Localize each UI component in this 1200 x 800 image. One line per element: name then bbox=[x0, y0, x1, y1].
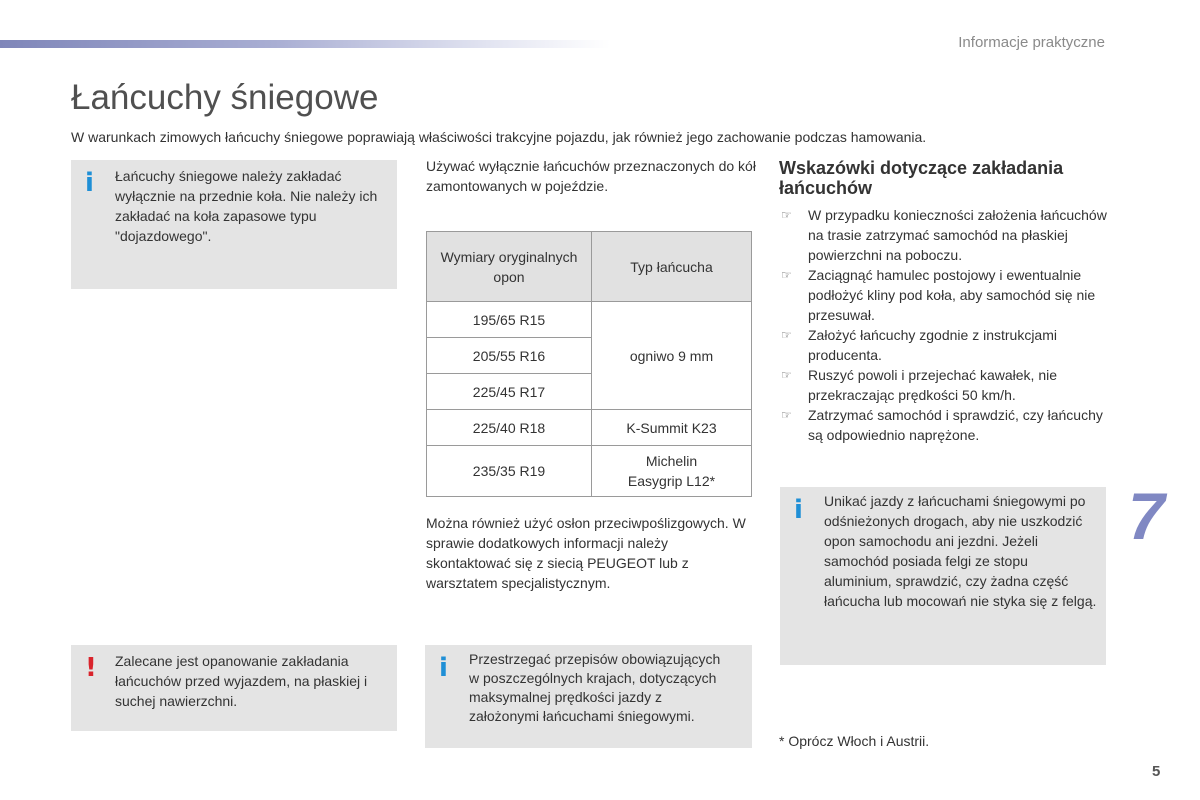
section-label: Informacje praktyczne bbox=[958, 34, 1105, 51]
page-number: 5 bbox=[1152, 763, 1161, 780]
chain-size-table bbox=[426, 231, 752, 497]
header-gradient-bar bbox=[0, 40, 610, 48]
usage-text: Używać wyłącznie łańcuchów przeznaczonych do kół zamontowanych w pojeździe. bbox=[426, 158, 756, 194]
tire-size-cell: 225/45 R17 bbox=[427, 374, 592, 410]
tip-text: Zatrzymać samochód i sprawdzić, czy łańcuchy są odpowiednio naprężone. bbox=[808, 407, 1103, 443]
tips-list bbox=[779, 205, 1109, 445]
intro-text: W warunkach zimowych łańcuchy śniegowe poprawiają właściwości trakcyjne pojazdu, jak również jego zachowanie podczas hamowania. bbox=[71, 129, 927, 145]
note-front-wheels-text: Łańcuchy śniegowe należy zakładać wyłącznie na przednie koła. Nie należy ich zakładać na koła zapasowe typu "dojazdowego". bbox=[115, 168, 378, 244]
pointing-hand-icon: ☞ bbox=[781, 328, 792, 342]
tire-size-cell: 195/65 R15 bbox=[427, 302, 592, 338]
tip-text: Ruszyć powoli i przejechać kawałek, nie przekraczając prędkości 50 km/h. bbox=[808, 367, 1057, 403]
info-icon: i bbox=[85, 168, 94, 198]
page-title: Łańcuchy śniegowe bbox=[71, 78, 379, 117]
note-bad-roads bbox=[780, 487, 1106, 665]
tip-text: W przypadku konieczności założenia łańcuchów na trasie zatrzymać samochód na płaskiej powierzchni na poboczu. bbox=[808, 207, 1107, 263]
info-icon: i bbox=[794, 495, 803, 525]
footnote: * Oprócz Włoch i Austrii. bbox=[779, 733, 930, 749]
table-row bbox=[427, 302, 752, 338]
pointing-hand-icon: ☞ bbox=[781, 368, 792, 382]
table-header-row bbox=[427, 232, 752, 302]
list-item bbox=[779, 265, 1109, 325]
tire-size-cell: 225/40 R18 bbox=[427, 410, 592, 446]
chapter-number: 7 bbox=[1128, 479, 1165, 553]
tip-text: Zaciągnąć hamulec postojowy i ewentualnie podłożyć kliny pod koła, aby samochód się nie przesuwał. bbox=[808, 267, 1096, 323]
covers-text: Można również użyć osłon przeciwpoślizgowych. W sprawie dodatkowych informacji należy skontaktować się z siecią PEUGEOT lub z warsztatem specjalistycznym. bbox=[426, 515, 746, 591]
list-item bbox=[779, 365, 1109, 405]
pointing-hand-icon: ☞ bbox=[781, 208, 792, 222]
chain-type-cell: K-Summit K23 bbox=[592, 410, 752, 446]
note-practice-text: Zalecane jest opanowanie zakładania łańcuchów przed wyjazdem, na płaskiej i suchej nawierzchni. bbox=[115, 653, 368, 709]
note-front-wheels bbox=[71, 160, 397, 289]
chain-type-cell: Michelin Easygrip L12* bbox=[592, 446, 752, 497]
pointing-hand-icon: ☞ bbox=[781, 408, 792, 422]
warning-icon: ! bbox=[85, 653, 97, 683]
list-item bbox=[779, 205, 1109, 265]
tire-size-cell: 235/35 R19 bbox=[427, 446, 592, 497]
header-chain-type: Typ łańcucha bbox=[592, 232, 752, 302]
chain-type-cell: ogniwo 9 mm bbox=[592, 302, 752, 410]
note-regulations-text: Przestrzegać przepisów obowiązujących w poszczególnych krajach, dotyczących maksymalnej prędkości jazdy z założonymi łańcuchami śniegowymi. bbox=[469, 651, 721, 724]
note-regulations bbox=[425, 645, 752, 748]
list-item bbox=[779, 325, 1109, 365]
table-row bbox=[427, 446, 752, 497]
info-icon: i bbox=[439, 653, 448, 683]
list-item bbox=[779, 405, 1109, 445]
tire-size-cell: 205/55 R16 bbox=[427, 338, 592, 374]
tips-title: Wskazówki dotyczące zakładania łańcuchów bbox=[779, 158, 1064, 198]
header-tire-size: Wymiary oryginalnych opon bbox=[427, 232, 592, 302]
tip-text: Założyć łańcuchy zgodnie z instrukcjami producenta. bbox=[808, 327, 1057, 363]
note-practice bbox=[71, 645, 397, 731]
table-row bbox=[427, 410, 752, 446]
pointing-hand-icon: ☞ bbox=[781, 268, 792, 282]
note-bad-roads-text: Unikać jazdy z łańcuchami śniegowymi po odśnieżonych drogach, aby nie uszkodzić opon samochodu ani jezdni. Jeżeli samochód posiada felgi ze stopu aluminium, sprawdzić, czy żadna część łańcucha lub mocowań nie styka się z felgą. bbox=[824, 493, 1097, 609]
